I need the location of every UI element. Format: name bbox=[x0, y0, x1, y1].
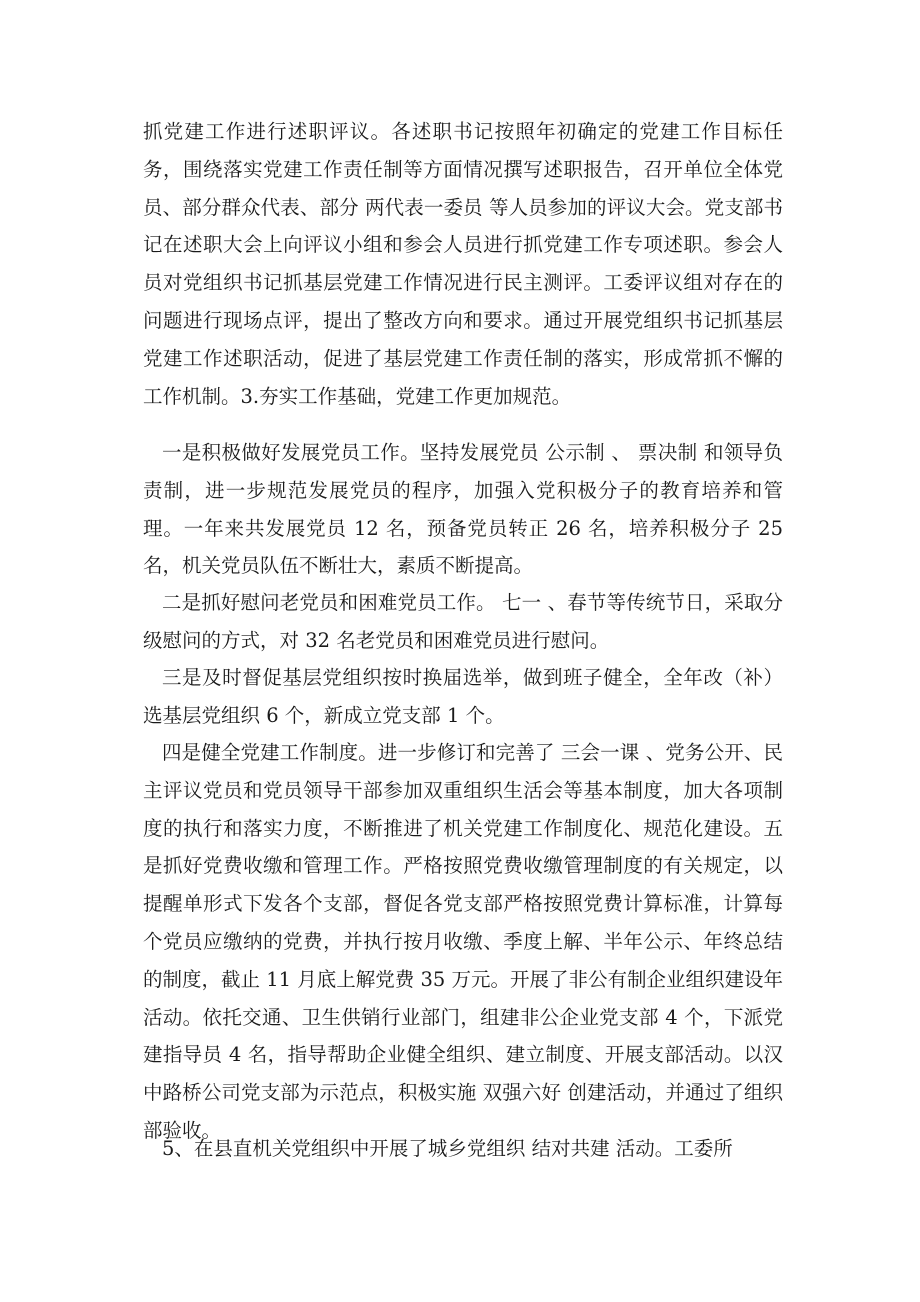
paragraph-2 bbox=[143, 434, 783, 585]
paragraph-text: 一是积极做好发展党员工作。坚持发展党员 公示制 、 票决制 和领导负责制，进一步规范发展党员的程序，加强入党积极分子的教育培养和管理。一年来共发展党员 12 名，预备党员转正 26 名，培养积极分子 25 名，机关党员队伍不断壮大，素质不断提高。 bbox=[143, 441, 783, 578]
paragraph-5 bbox=[143, 734, 783, 1150]
paragraph-text: 5、在县直机关党组织中开展了城乡党组织 结对共建 活动。工委所 bbox=[162, 1137, 733, 1160]
paragraph-text: 三是及时督促基层党组织按时换届选举，做到班子健全，全年改（补）选基层党组织 6 个，新成立党支部 1 个。 bbox=[143, 666, 783, 727]
paragraph-6 bbox=[143, 1130, 783, 1168]
paragraph-text: 四是健全党建工作制度。进一步修订和完善了 三会一课 、党务公开、民主评议党员和党员领导干部参加双重组织生活会等基本制度，加大各项制度的执行和落实力度，不断推进了机关党建工作制度化、规范化建设。五是抓好党费收缴和管理工作。严格按照党费收缴管理制度的有关规定，以提醒单形式下发各个支部，督促各党支部严格按照党费计算标准，计算每个党员应缴纳的党费，并执行按月收缴、季度上解、半年公示、年终总结的制度，截止 11 月底上解党费 35 万元。开展了非公有制企业组织建设年活动。依托交通、卫生供销行业部门，组建非公企业党支部 4 个，下派党建指导员 4 名，指导帮助企业健全组织、建立制度、开展支部活动。以汉中路桥公司党支部为示范点，积极实施 双强六好 创建活动，并通过了组织部验收。 bbox=[143, 741, 783, 1142]
paragraph-4 bbox=[143, 659, 783, 735]
paragraph-text: 二是抓好慰问老党员和困难党员工作。 七一 、春节等传统节日，采取分级慰问的方式，对 32 名老党员和困难党员进行慰问。 bbox=[143, 591, 783, 652]
paragraph-1 bbox=[143, 113, 783, 415]
paragraph-3 bbox=[143, 584, 783, 660]
paragraph-text: 抓党建工作进行述职评议。各述职书记按照年初确定的党建工作目标任务，围绕落实党建工作责任制等方面情况撰写述职报告，召开单位全体党员、部分群众代表、部分 两代表一委员 等人员参加的评议大会。党支部书记在述职大会上向评议小组和参会人员进行抓党建工作专项述职。参会人员对党组织书记抓基层党建工作情况进行民主测评。工委评议组对存在的问题进行现场点评，提出了整改方向和要求。通过开展党组织书记抓基层党建工作述职活动，促进了基层党建工作责任制的落实，形成常抓不懈的工作机制。3.夯实工作基础，党建工作更加规范。 bbox=[143, 120, 783, 408]
